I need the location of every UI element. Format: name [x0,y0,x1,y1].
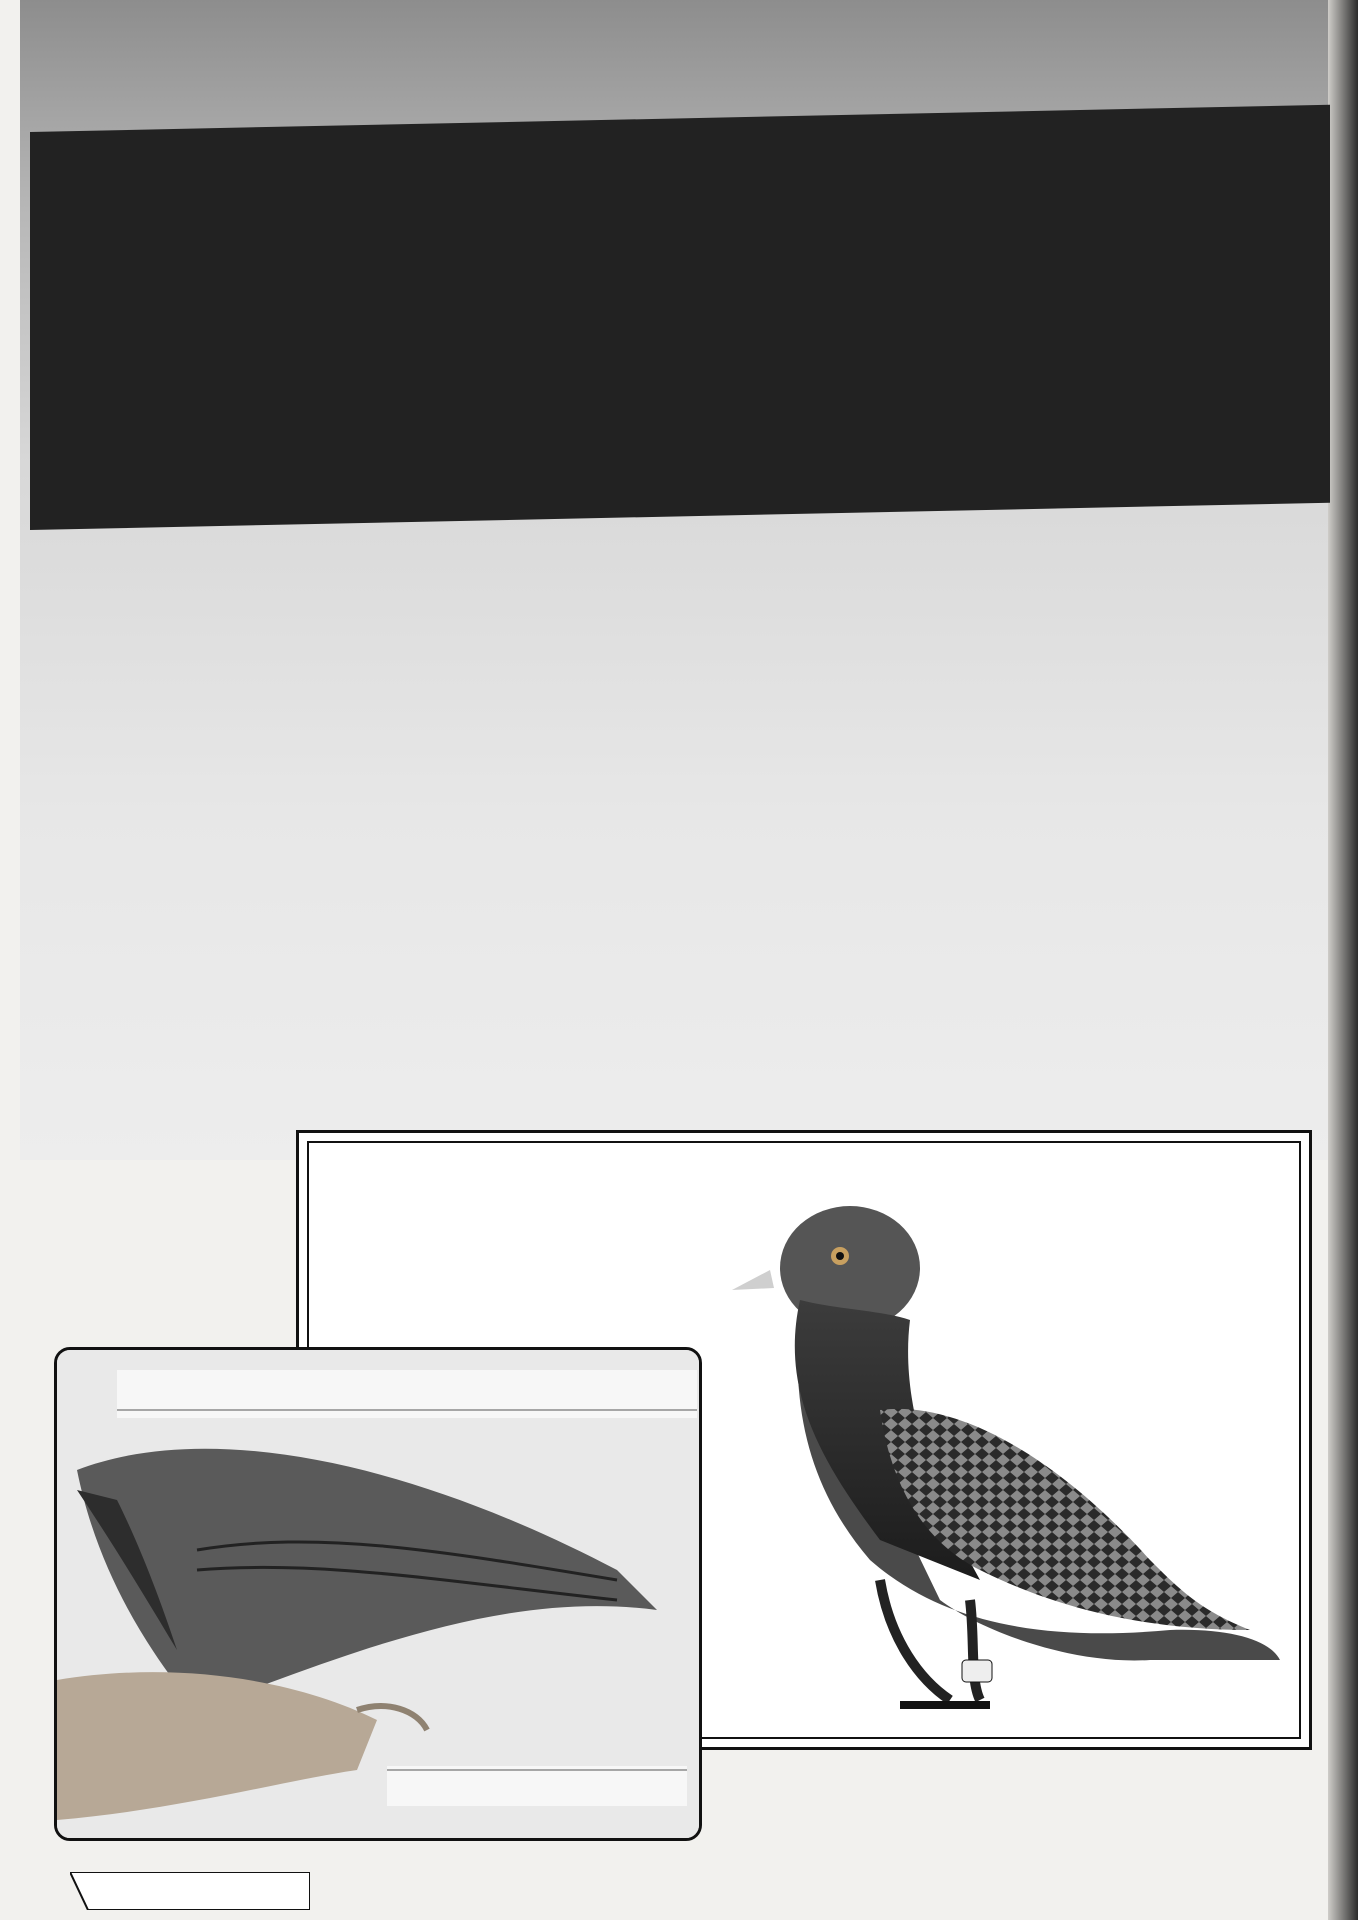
wing-photo [54,1347,702,1841]
pigeon-info-block [980,1155,1140,1192]
pigeon-photo [730,1160,1290,1730]
footer-tab [70,1872,310,1910]
page-gutter-shadow [1328,0,1358,1920]
ring-number-line [980,1155,1140,1188]
trophy-photo-wall [30,105,1330,530]
issue-label [68,1843,76,1869]
article-left-column [176,548,696,550]
